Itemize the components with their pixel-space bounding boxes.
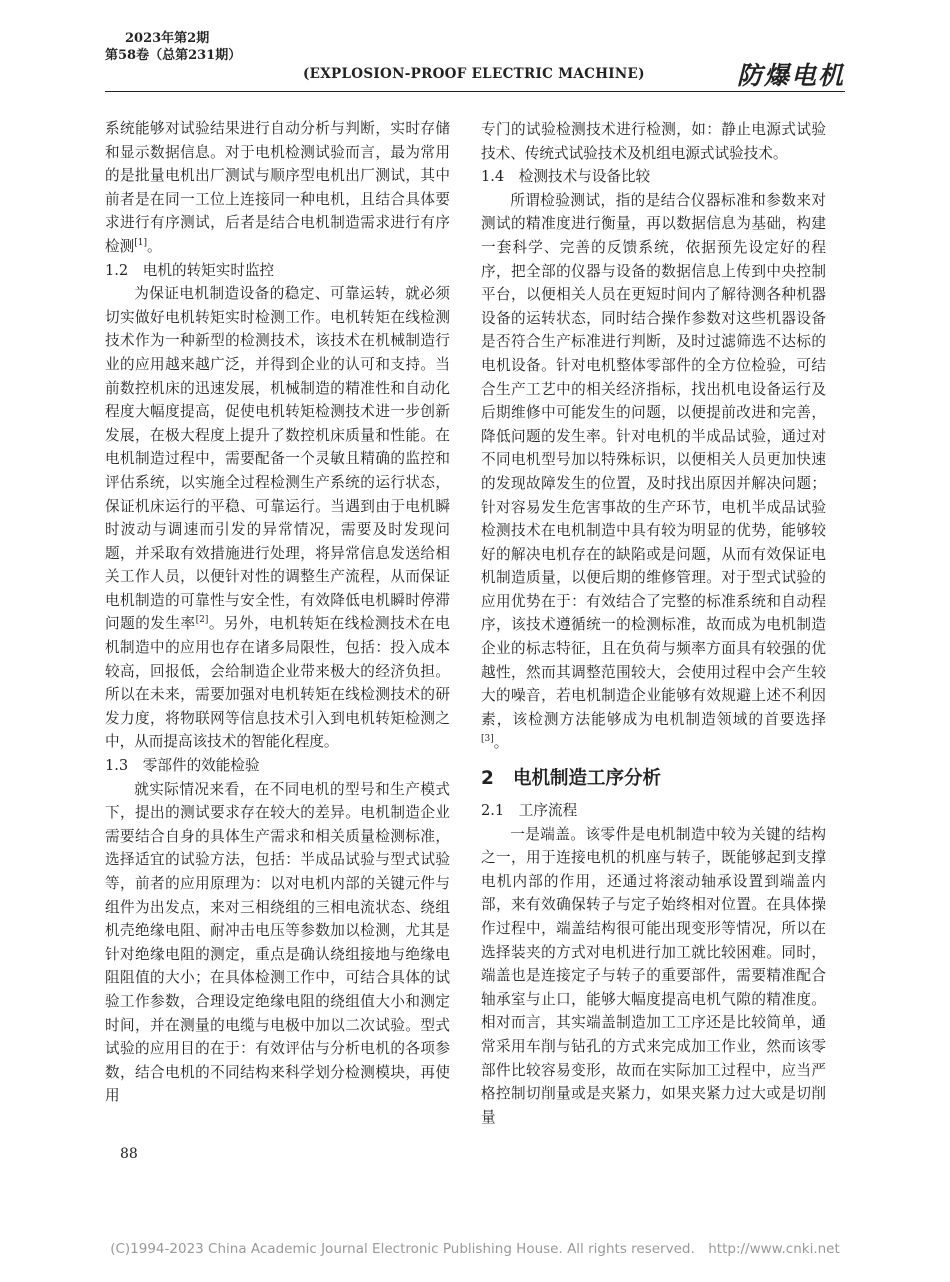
issue-info <box>105 30 241 64</box>
paragraph: 一是端盖。该零件是电机制造中较为关键的结构之一，用于连接电机的机座与转子，既能够起到支撑电机内部的作用，还通过将滚动轴承设置到端盖内部，来有效确保转子与定子始终相对位置。在具体操作过程中，端盖结构很可能出现变形等情况，所以在选择装夹的方式对电机进行加工就比较困难。同时，端盖也是连接定子与转子的重要部件，需要精准配合轴承室与止口，能够大幅度提高电机气隙的精准度。相对而言，其实端盖制造加工工序还是比较简单，通常采用车削与钻孔的方式来完成加工作业，然而该零部件比较容易变形，故而在实际加工过程中，应当严格控制切削量或是夹紧力，如果夹紧力过大或是切削量 <box>481 825 826 1126</box>
page-header <box>105 30 845 90</box>
subsection-heading-1-3: 1.3 零部件的效能检验 <box>105 757 260 775</box>
issue-label: 2023年第2期 <box>125 31 210 46</box>
citation[interactable]: [2] <box>195 615 209 626</box>
header-divider <box>105 91 845 92</box>
section-number: 2 <box>481 768 494 790</box>
section-heading-2 <box>481 766 826 792</box>
citation[interactable]: [3] <box>481 734 494 745</box>
journal-logo: 防爆电机 <box>736 61 845 90</box>
paragraph: 就实际情况来看，在不同电机的型号和生产模式下，提出的测试要求存在较大的差异。电机制造企业需要结合自身的具体生产需求和相关质量检测标准，选择适宜的试验方法，包括：半成品试验与型式试验等，前者的应用原理为：以对电机内部的关键元件与组件为出发点，来对三相绕组的三相电流状态、绕组机壳绝缘电阻、耐冲击电压等参数加以检测，尤其是针对绝缘电阻的测定，重点是确认绕组接地与绝缘电阻阻值的大小；在具体检测工作中，可结合具体的试验工作参数，合理设定绝缘电阻的绕组值大小和测定时间，并在测量的电缆与电极中加以二次试验。型式试验的应用目的在于：有效评估与分析电机的各项参数，结合电机的不同结构来科学划分检测模块，再使用 <box>105 780 450 1105</box>
right-column <box>481 118 826 1129</box>
paragraph: 为保证电机制造设备的稳定、可靠运转，就必须切实做好电机转矩实时检测工作。电机转矩在线检测技术作为一种新型的检测技术，该技术在机械制造行业的应用越来越广泛，并得到企业的认可和支持。当前数控机床的迅速发展，机械制造的精准性和自动化程度大幅度提高，促使电机转矩检测技术进一步创新发展，在极大程度上提升了数控机床质量和性能。在电机制造过程中，需要配备一个灵敏且精确的监控和评估系统，以实施全过程检测生产系统的运行状态，保证机床运行的平稳、可靠运行。当遇到由于电机瞬时波动与调速而引发的异常情况，需要及时发现问题，并采取有效措施进行处理，将异常信息发送给相关工作人员，以便针对性的调整生产流程，从而保证电机制造的可靠性与安全性，有效降低电机瞬时停滞问题的发生率[2]。另外，电机转矩在线检测技术在电机制造中的应用也存在诸多局限性，包括：投入成本较高，回报低，会给制造企业带来极大的经济负担。所以在未来，需要加强对电机转矩在线检测技术的研发力度，将物联网等信息技术引入到电机转矩检测之中，从而提高该技术的智能化程度。 <box>105 285 450 751</box>
subsection-heading-2-1: 2.1 工序流程 <box>481 802 578 820</box>
journal-english-title: (EXPLOSION-PROOF ELECTRIC MACHINE) <box>303 66 645 82</box>
section-title: 电机制造工序分析 <box>513 768 662 790</box>
paragraph: 所谓检验测试，指的是结合仪器标准和参数来对测试的精准度进行衡量，再以数据信息为基础，构建一套科学、完善的反馈系统，依据预先设定好的程序，把全部的仪器与设备的数据信息上传到中央控制平台，以便相关人员在更短时间内了解待测各种机器设备的运转状态，同时结合操作参数对这些机器设备是否符合生产标准进行判断，及时过滤筛选不达标的电机设备。针对电机整体零部件的全方位检验，可结合生产工艺中的相关经济指标，找出机电设备运行及后期维修中可能发生的问题，以便提前改进和完善，降低问题的发生率。针对电机的半成品试验，通过对不同电机型号加以特殊标识，以便相关人员更加快速的发现故障发生的位置，及时找出原因并解决问题；针对容易发生危害事故的生产环节，电机半成品试验检测技术在电机制造中具有较为明显的优势，能够较好的解决电机存在的缺陷或是问题，从而有效保证电机制造质量，以便后期的维修管理。对于型式试验的应用优势在于：有效结合了完整的标准系统和自动程序，该技术遵循统一的检测标准，故而成为电机制造企业的标志特征，且在负荷与频率方面具有较强的优越性，然而其调整范围较大，会使用过程中会产生较大的噪音，若电机制造企业能够有效规避上述不利因素，该检测方法能够成为电机制造领域的首要选择[3]。 <box>481 191 826 752</box>
paragraph: 专门的试验检测技术进行检测，如：静止电源式试验技术、传统式试验技术及机组电源式试验技术。 <box>481 121 826 162</box>
volume-label: 第58卷（总第231期） <box>105 48 242 63</box>
subsection-heading-1-2: 1.2 电机的转矩实时监控 <box>105 261 275 279</box>
left-column <box>105 117 450 1108</box>
paragraph: 系统能够对试验结果进行自动分析与判断，实时存储和显示数据信息。对于电机检测试验而言，最为常用的是批量电机出厂测试与顺序型电机出厂测试，其中前者是在同一工位上连接同一种电机，且结合具体要求进行有序测试，后者是结合电机制造需求进行有序检测[1]。 <box>105 120 450 255</box>
subsection-heading-1-4: 1.4 检测技术与设备比较 <box>481 168 651 186</box>
page-number: 88 <box>120 1146 138 1162</box>
copyright-footer: (C)1994-2023 China Academic Journal Electronic Publishing House. All rights reserved. http://www.cnki.net <box>110 1241 840 1257</box>
citation[interactable]: [1] <box>134 237 147 248</box>
